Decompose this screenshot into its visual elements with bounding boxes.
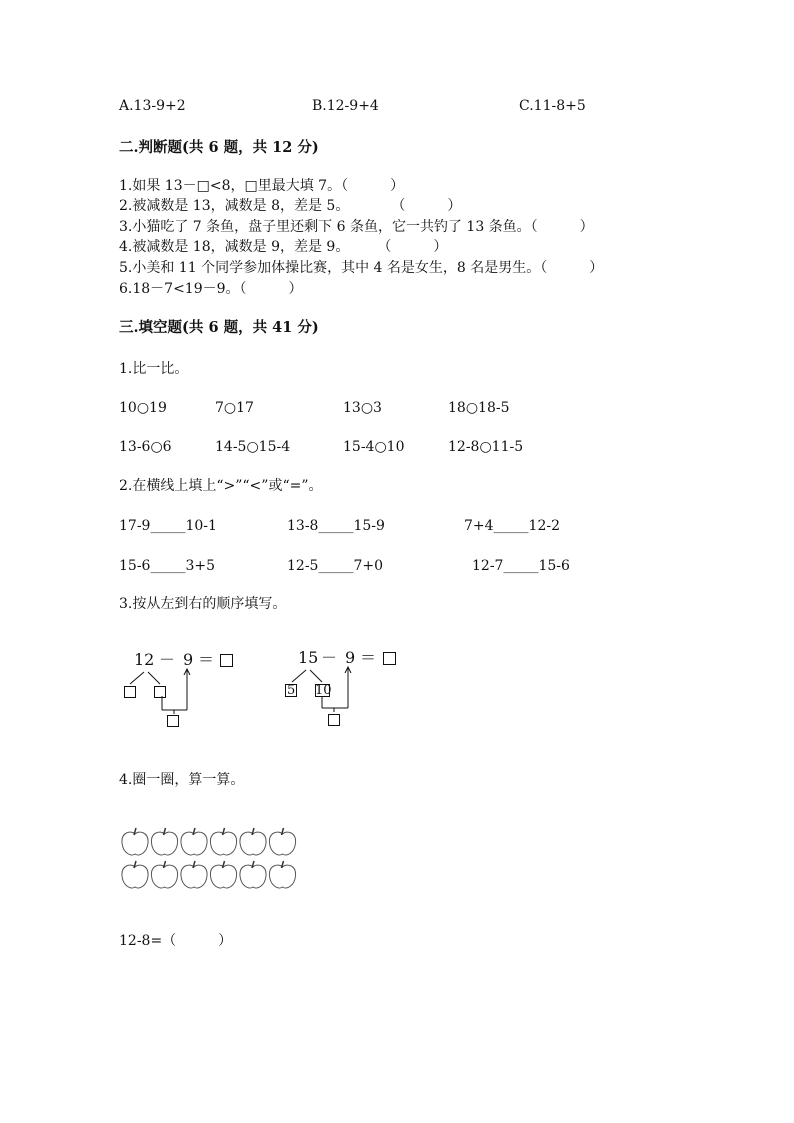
apple-grid — [118, 823, 308, 893]
section-2-title: 二.判断题(共 6 题，共 12 分) — [119, 139, 319, 156]
fill-4: 15-6_____3+5 — [119, 558, 215, 574]
judge-item-6: 6.18－7<19－9。（ ） — [119, 281, 303, 297]
judge-item-5: 5.小美和 11 个同学参加体操比赛，其中 4 名是女生，8 名是男生。（ ） — [119, 260, 604, 276]
q4-title: 4.圈一圈，算一算。 — [119, 772, 245, 788]
apple-icon — [181, 828, 207, 855]
q3-left-split-box-1[interactable] — [124, 686, 136, 698]
q3-left-a: 12 — [134, 650, 155, 669]
judge-item-4: 4.被减数是 18，减数是 9，差是 9。 （ ） — [119, 239, 448, 255]
q3-left-minus: － — [159, 650, 176, 669]
apple-icon — [240, 828, 266, 855]
fill-2: 13-8_____15-9 — [287, 518, 385, 534]
option-c: C.11-8+5 — [519, 98, 586, 114]
apple-icon — [269, 828, 295, 855]
section-3-title: 三.填空题(共 6 题，共 41 分) — [119, 319, 319, 336]
q3-left-eq: ＝ — [198, 650, 215, 669]
option-b: B.12-9+4 — [312, 98, 379, 114]
apple-icon — [151, 828, 177, 855]
q3-right-eq: ＝ — [360, 648, 377, 667]
q3-title: 3.按从左到右的顺序填写。 — [119, 596, 287, 612]
q3-right-a: 15 — [298, 648, 319, 667]
apple-icon — [122, 828, 148, 855]
q3-right-result-box[interactable] — [328, 714, 340, 726]
compare-2: 7○17 — [215, 400, 254, 416]
q1-title: 1.比一比。 — [119, 361, 189, 377]
option-a: A.13-9+2 — [119, 98, 186, 114]
q4-equation: 12-8=（ ） — [119, 933, 233, 949]
q3-right-split-2: 10 — [315, 683, 332, 698]
compare-5: 13-6○6 — [119, 439, 172, 455]
apple-icon — [240, 861, 266, 888]
q3-left-result-box[interactable] — [167, 715, 179, 727]
compare-4: 18○18-5 — [448, 400, 510, 416]
fill-6: 12-7_____15-6 — [472, 558, 570, 574]
fill-3: 7+4_____12-2 — [464, 518, 560, 534]
judge-item-2: 2.被减数是 13，减数是 8，差是 5。 （ ） — [119, 198, 462, 214]
fill-1: 17-9_____10-1 — [119, 518, 217, 534]
compare-8: 12-8○11-5 — [448, 439, 524, 455]
q3-right-answer-box[interactable] — [383, 652, 396, 665]
q3-left-answer-box[interactable] — [220, 654, 233, 667]
q2-title: 2.在横线上填上“>”“<”或“=”。 — [119, 478, 323, 494]
q3-left-lines — [120, 668, 200, 728]
apple-icon — [210, 828, 236, 855]
apple-icon — [269, 861, 295, 888]
q3-left-split-box-2[interactable] — [154, 686, 166, 698]
apple-icon — [151, 861, 177, 888]
q3-right-split-1: 5 — [287, 683, 296, 698]
compare-3: 13○3 — [343, 400, 382, 416]
fill-5: 12-5_____7+0 — [287, 558, 383, 574]
apple-icon — [210, 861, 236, 888]
judge-item-1: 1.如果 13－□<8，□里最大填 7。（ ） — [119, 178, 405, 194]
compare-1: 10○19 — [119, 400, 167, 416]
q3-left-b: 9 — [183, 650, 194, 669]
q3-right-minus: － — [321, 648, 338, 667]
apple-icon — [181, 861, 207, 888]
compare-6: 14-5○15-4 — [215, 439, 291, 455]
judge-item-3: 3.小猫吃了 7 条鱼，盘子里还剩下 6 条鱼，它一共钓了 13 条鱼。（ ） — [119, 219, 594, 235]
q3-right-b: 9 — [345, 648, 356, 667]
compare-7: 15-4○10 — [343, 439, 405, 455]
apple-icon — [122, 861, 148, 888]
